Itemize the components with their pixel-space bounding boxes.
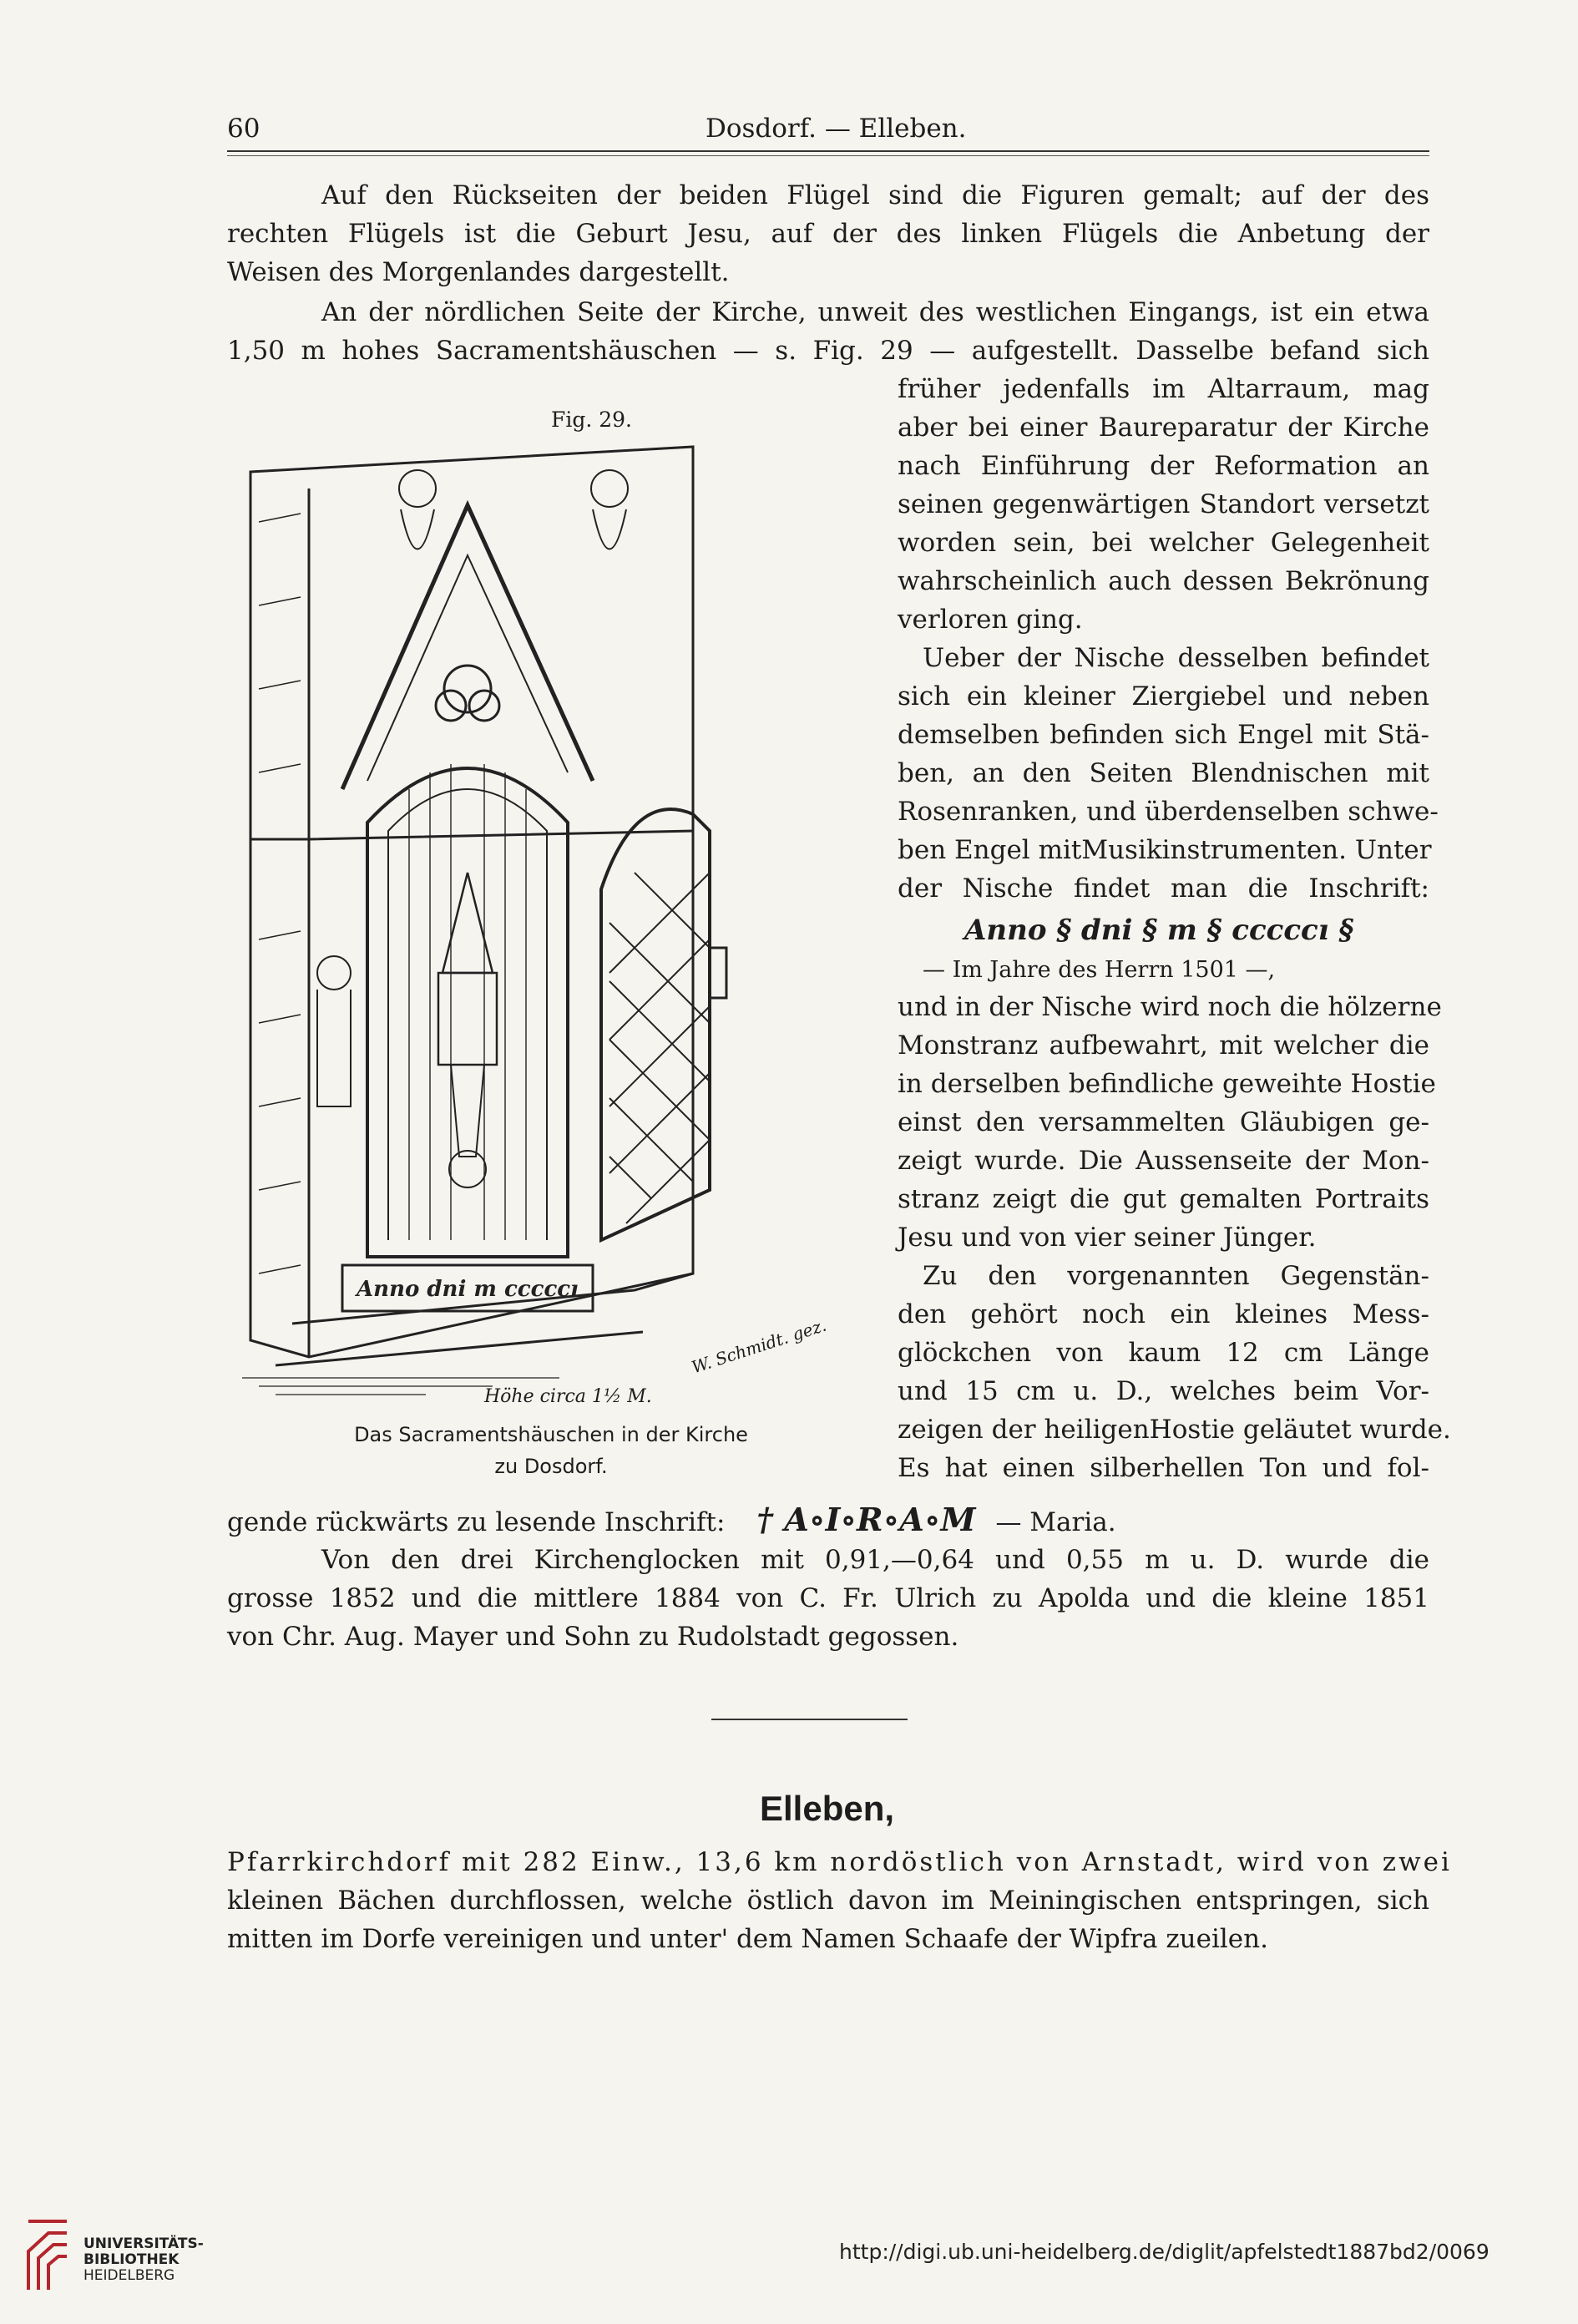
rc2-line: in derselben befindliche geweihte Hostie — [898, 1069, 1436, 1099]
rc2-line: und in der Nische wird noch die hölzerne — [898, 992, 1442, 1022]
library-name-line-1: UNIVERSITÄTS- — [83, 2235, 204, 2252]
library-logo-icon — [23, 2215, 72, 2295]
rc2-line: Jesu und von vier seiner Jünger. — [898, 1223, 1317, 1253]
rc2-line: und 15 cm u. D., welches beim Vor- — [898, 1376, 1429, 1406]
rc-line: seinen gegenwärtigen Standort versetzt — [898, 489, 1429, 519]
rc-line: ben Engel mitMusikinstrumenten. Unter — [898, 835, 1432, 865]
rc2-line: Es hat einen silberhellen Ton und fol- — [898, 1453, 1429, 1483]
bell-line-suffix: — Maria. — [995, 1507, 1116, 1537]
para2-line-1: An der nördlichen Seite der Kirche, unweit des westlichen Eingangs, ist ein etwa — [321, 297, 1429, 327]
rc-line: verloren ging. — [898, 605, 1083, 635]
section-line-1: Pfarrkirchdorf mit 282 Einw., 13,6 km nordöstlich von Arnstadt, wird von zwei — [227, 1847, 1452, 1877]
inscription-translation: — Im Jahre des Herrn 1501 —, — [923, 957, 1276, 983]
library-name — [83, 2236, 204, 2284]
rc2-line: den gehört noch ein kleines Mess- — [898, 1299, 1429, 1329]
figure-caption-line-1: Das Sacramentshäuschen in der Kirche — [354, 1423, 748, 1446]
page-number: 60 — [227, 114, 260, 144]
library-name-line-3: HEIDELBERG — [83, 2267, 175, 2284]
section-line-3: mitten im Dorfe vereinigen und unter' dem Namen Schaafe der Wipfra zueilen. — [227, 1924, 1268, 1954]
rc-line: wahrscheinlich auch dessen Bekrönung — [898, 566, 1429, 596]
rc-line: worden sein, bei welcher Gelegenheit — [898, 528, 1429, 558]
sacrament-house-illustration — [242, 438, 877, 1411]
rc-line: ben, an den Seiten Blendnischen mit — [898, 758, 1429, 788]
figure-label: Fig. 29. — [551, 408, 632, 432]
figure-height-note: Höhe circa 1½ M. — [484, 1386, 652, 1407]
rc2-line: zeigen der heiligenHostie geläutet wurde. — [898, 1415, 1451, 1445]
rc-line: Ueber der Nische desselben befindet — [923, 643, 1429, 673]
rc2-line: Zu den vorgenannten Gegenstän- — [923, 1261, 1429, 1291]
para1-line-3: Weisen des Morgenlandes dargestellt. — [227, 257, 730, 287]
rc2-line: zeigt wurde. Die Aussenseite der Mon- — [898, 1146, 1429, 1176]
rc-line: aber bei einer Baureparatur der Kirche — [898, 413, 1429, 443]
para1-line-1: Auf den Rückseiten der beiden Flügel sind die Figuren gemalt; auf der des — [321, 180, 1429, 210]
panel-inscription: Anno dni m cccccı — [357, 1277, 579, 1302]
bell-inscription: † A∘I∘R∘A∘M — [756, 1501, 976, 1538]
rc-line: der Nische findet man die Inschrift: — [898, 873, 1429, 904]
rc-line: sich ein kleiner Ziergiebel und neben — [898, 681, 1429, 711]
rc2-line: Monstranz aufbewahrt, mit welcher die — [898, 1030, 1429, 1061]
inscription-gothic: Anno § dni § m § cccccı § — [964, 914, 1354, 947]
para2-line-2: 1,50 m hohes Sacramentshäuschen — s. Fig. 29 — aufgestellt. Dasselbe befand sich — [227, 336, 1429, 366]
source-url-link[interactable]: http://digi.ub.uni-heidelberg.de/diglit/apfelstedt1887bd2/0069 — [839, 2240, 1489, 2264]
header-rule-thin — [227, 155, 1429, 156]
section-divider — [711, 1719, 908, 1720]
header-rule — [227, 150, 1429, 152]
rc2-line: stranz zeigt die gut gemalten Portraits — [898, 1184, 1429, 1214]
para3-line-3: von Chr. Aug. Mayer und Sohn zu Rudolstadt gegossen. — [227, 1622, 959, 1652]
rc-line: früher jedenfalls im Altarraum, mag — [898, 374, 1429, 404]
para3-line-1: Von den drei Kirchenglocken mit 0,91,—0,64 und 0,55 m u. D. wurde die — [321, 1545, 1429, 1575]
library-name-line-2: BIBLIOTHEK — [83, 2251, 180, 2268]
rc-line: Rosenranken, und überdenselben schwe- — [898, 797, 1439, 827]
bell-line-prefix: gende rückwärts zu lesende Inschrift: — [227, 1507, 726, 1537]
rc-line: demselben befinden sich Engel mit Stä- — [898, 720, 1429, 750]
rc2-line: glöckchen von kaum 12 cm Länge — [898, 1338, 1429, 1368]
running-title: Dosdorf. — Elleben. — [706, 114, 967, 144]
section-line-2: kleinen Bächen durchflossen, welche östlich davon im Meiningischen entspringen, sich — [227, 1886, 1429, 1916]
para3-line-2: grosse 1852 und die mittlere 1884 von C. Fr. Ulrich zu Apolda und die kleine 1851 — [227, 1583, 1429, 1613]
bell-line — [227, 1503, 1116, 1539]
section-title: Elleben, — [760, 1789, 895, 1828]
figure-caption-line-2: zu Dosdorf. — [494, 1455, 608, 1478]
para1-line-2: rechten Flügels ist die Geburt Jesu, auf der des linken Flügels die Anbetung der — [227, 219, 1429, 249]
rc2-line: einst den versammelten Gläubigen ge- — [898, 1107, 1429, 1137]
rc-line: nach Einführung der Reformation an — [898, 451, 1429, 481]
figure-signature: W. Schmidt. gez. — [689, 1314, 829, 1378]
